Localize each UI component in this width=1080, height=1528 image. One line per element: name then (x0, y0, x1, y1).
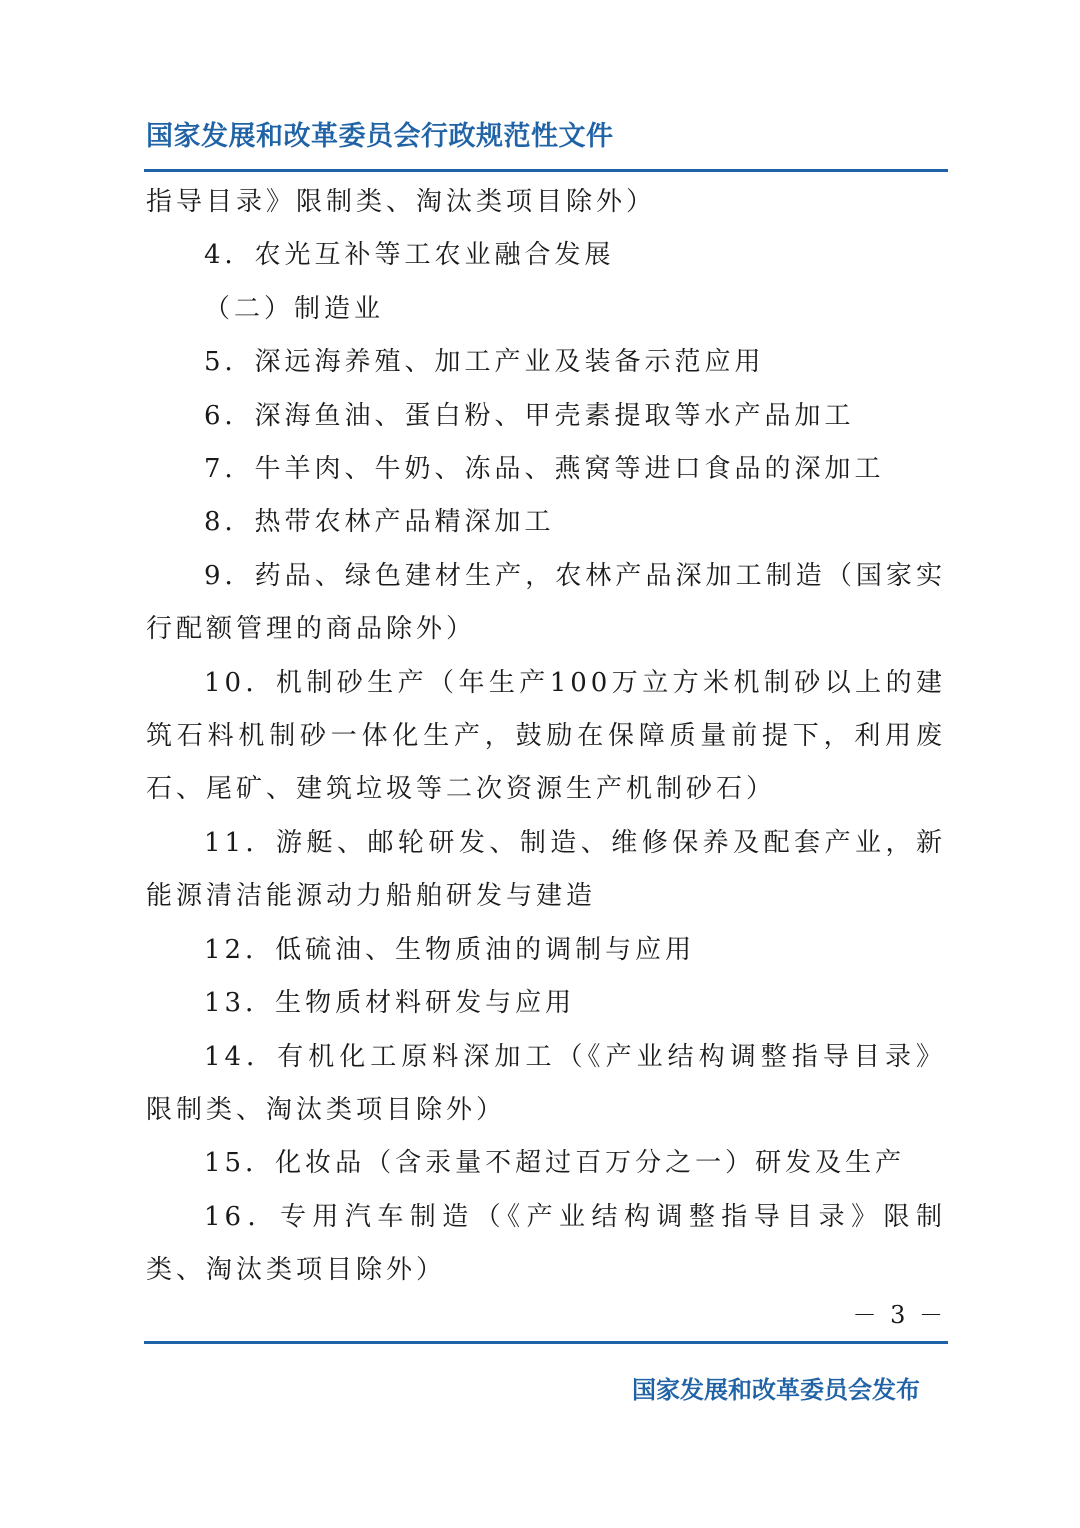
list-item-4: 4．农光互补等工农业融合发展 (204, 240, 615, 271)
list-item-12: 12．低硫油、生物质油的调制与应用 (204, 934, 696, 965)
document-header-title: 国家发展和改革委员会行政规范性文件 (146, 121, 614, 152)
page-number: － 3 － (852, 1301, 946, 1329)
list-item-7: 7．牛羊肉、牛奶、冻品、燕窝等进口食品的深加工 (204, 454, 885, 485)
list-item-6: 6．深海鱼油、蛋白粉、甲壳素提取等水产品加工 (204, 400, 855, 431)
list-item-10: 10．机制砂生产（年生产100万立方米机制砂以上的建筑石料机制砂一体化生产，鼓励在保障质量前提下，利用废石、尾矿、建筑垃圾等二次资源生产机制砂石） (146, 667, 946, 805)
list-item-15: 15．化妆品（含汞量不超过百万分之一）研发及生产 (204, 1148, 906, 1179)
list-item-5: 5．深远海养殖、加工产业及装备示范应用 (204, 347, 765, 378)
section-heading-manufacturing: （二）制造业 (204, 293, 385, 324)
footer-publisher: 国家发展和改革委员会发布 (632, 1376, 920, 1404)
list-item-11: 11．游艇、邮轮研发、制造、维修保养及配套产业，新能源清洁能源动力船舶研发与建造 (146, 827, 946, 912)
list-item-9: 9．药品、绿色建材生产，农林产品深加工制造（国家实行配额管理的商品除外） (146, 560, 946, 645)
paragraph-continuation: 指导目录》限制类、淘汰类项目除外） (146, 187, 657, 217)
list-item-8: 8．热带农林产品精深加工 (204, 507, 555, 538)
list-item-16: 16．专用汽车制造（《产业结构调整指导目录》限制类、淘汰类项目除外） (146, 1201, 946, 1286)
footer-divider (144, 1341, 948, 1344)
document-body (146, 176, 946, 1298)
list-item-13: 13．生物质材料研发与应用 (204, 988, 576, 1019)
list-item-14: 14．有机化工原料深加工（《产业结构调整指导目录》限制类、淘汰类项目除外） (146, 1041, 946, 1125)
header-divider (144, 169, 948, 172)
